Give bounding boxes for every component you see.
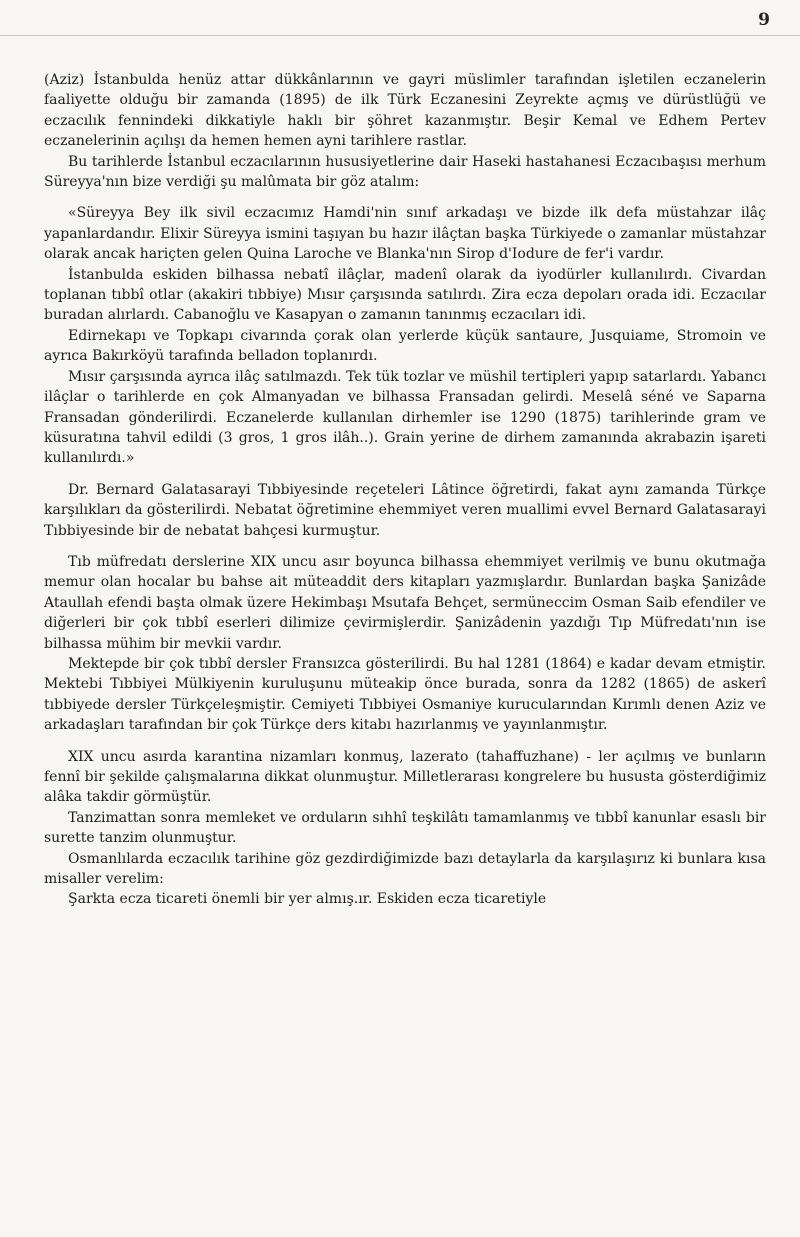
paragraph-10: XIX uncu asırda karantina nizamları konmuş, lazerato (tahaffuzhane) - ler açılmış ve bunların fennî bir şekilde çalışmalarına dikkat olunmuştur. Milletlerarası kongrelere bu hususta gösterdiğimiz alâka takdir görmüştür. — [44, 748, 766, 806]
paragraph-13: Şarkta ecza ticareti önemli bir yer almış.ır. Eskiden ecza ticaretiyle — [68, 891, 547, 908]
paragraph-7: Dr. Bernard Galatasarayi Tıbbiyesinde reçeteleri Lâtince öğretirdi, fakat aynı zamanda Türkçe karşılıkları da gösterilirdi. Nebatat öğretimine ehemmiyet veren muallimi evvel Bernard Galatasarayi Tıbbiyesinde bir de nebatat bahçesi kurmuştur. — [44, 481, 766, 539]
paragraph-9: Mektepde bir çok tıbbî dersler Fransızca gösterilirdi. Bu hal 1281 (1864) e kadar devam etmiştir. Mektebi Tıbbiyei Mülkiyenin kuruluşunu müteakip önce burada, sonra da 1282 (1865) de askerî tıbbiyede dersler Türkçeleşmiştir. Cemiyeti Tıbbiyei Osmaniye kurucularından Kırımlı denen Aziz ve arkadaşları tarafından bir çok Türkçe ders kitabı hazırlanmış ve yayınlanmıştır. — [44, 655, 766, 734]
top-edge-rule — [0, 35, 800, 36]
page-number: 9 — [758, 10, 770, 30]
paragraph-8: Tıb müfredatı derslerine XIX uncu asır boyunca bilhassa ehemmiyet verilmiş ve bunu okutmağa memur olan hocalar bu bahse ait müteaddit ders kitapları yazmışlardır. Bunlardan başka Şanizâde Ataullah efendi başta olmak üzere Hekimbaşı Msutafa Behçet, sermüneccim Osman Saib efendiler ve diğerleri bir çok tıbbî eserleri dilimize çevirmişlerdir. Şanizâdenin yazdığı Tıp Müfredatı'nın ise bilhassa mühim bir mevkii vardır. — [44, 553, 766, 652]
paragraph-3: «Süreyya Bey ilk sivil eczacımız Hamdi'nin sınıf arkadaşı ve bizde ilk defa müstahzar ilâç yapanlardandır. Elixir Süreyya ismini taşıyan bu hazır ilâçtan başka Türkiyede o zamanlar müstahzar olarak ancak hariçten gelen Quina Laroche ve Blanka'nın Sirop d'Iodure de fer'i vardır. — [44, 205, 766, 263]
paragraph-11: Tanzimattan sonra memleket ve orduların sıhhî teşkilâtı tamamlanmış ve tıbbî kanunlar esaslı bir surette tanzim olunmuştur. — [44, 809, 766, 847]
paragraph-5: Edirnekapı ve Topkapı civarında çorak olan yerlerde küçük santaure, Jusquiame, Stromoin ve ayrıca Bakırköyü tarafında belladon toplanırdı. — [44, 327, 766, 365]
paragraph-1: (Aziz) İstanbulda henüz attar dükkânlarının ve gayri müslimler tarafından işletilen eczanelerin faaliyette olduğu bir zamanda (1895) de ilk Türk Eczanesini Zeyrekte açmış ve dürüstlüğü ve eczacılık fennindeki dikkatiyle haklı bir şöhret kazanmıştır. Beşir Kemal ve Edhem Pertev eczanelerinin açılışı da hemen hemen ayni tarihlere rastlar. — [44, 72, 766, 150]
paragraph-2: Bu tarihlerde İstanbul eczacılarının hususiyetlerine dair Haseki hastahanesi Eczacıbaşısı merhum Süreyya'nın bize verdiği şu malûmata bir göz atalım: — [44, 153, 766, 191]
paragraph-12: Osmanlılarda eczacılık tarihine göz gezdirdiğimizde bazı detaylarla da karşılaşırız ki bunlara kısa misaller verelim: — [44, 850, 766, 888]
paragraph-4: İstanbulda eskiden bilhassa nebatî ilâçlar, madenî olarak da iyodürler kullanılırdı. Civardan toplanan tıbbî otlar (akakiri tıbbiye) Mısır çarşısında satılırdı. Zira ecza depoları orada idi. Eczacılar buradan alırlardı. Cabanoğlu ve Kasapyan o zamanın tanınmış eczacıları idi. — [44, 266, 766, 324]
paragraph-6: Mısır çarşısında ayrıca ilâç satılmazdı. Tek tük tozlar ve müshil tertipleri yapıp satarlardı. Yabancı ilâçlar o tarihlerde en çok Almanyadan ve bilhassa Fransadan gelirdi. Meselâ séné ve Saparna Fransadan gönderilirdi. Eczanelerde kullanılan dirhemler ise 1290 (1875) tarihlerinde gram ve küsuratına tahvil edildi (3 gros, 1 gros ilâh..). Grain yerine de dirhem zamanında akrabazin işareti kullanılırdı.» — [44, 368, 766, 467]
